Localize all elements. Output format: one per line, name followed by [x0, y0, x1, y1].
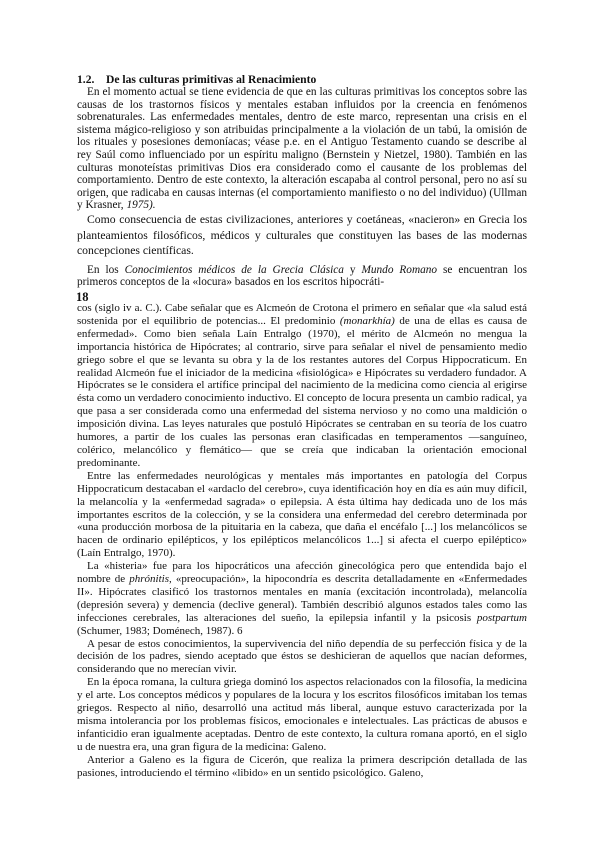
paragraph-primitive-cultures: En el momento actual se tiene evidencia de que en las culturas primitivas los conceptos sobre las causas de los trastornos físicos y mentales estaban influidos por la creencia en fenómenos sobrenaturales. Las enfermedades mentales, dentro de este marco, representan una crisis en el sistema mágico-religioso y son atribuidas principalmente a la violación de un tabú, la omisión de los rituales y posesiones demoníacas; véase p.e. en el Antiguo Testamento cuando se describe al rey Saúl como influenciado por un espíritu maligno (Bernstein y Nietzel, 1980). También en las culturas monoteístas primitivas Dios era considerado como el causante de los problemas del comportamiento. Dentro de este contexto, la alteración escapaba al control personal, pero no así su origen, que radicaba en causas internas (el comportamiento manifiesto o no del individuo) (Ullman y Krasner, 1975). — [77, 86, 527, 212]
paragraph-greece-rome: En los Conocimientos médicos de la Grecia Clásica y Mundo Romano se encuentran los primeros conceptos de la «locura» basados en los escritos hipocráti- — [77, 263, 527, 289]
section-heading — [77, 73, 537, 86]
paragraph-roman-era: En la época romana, la cultura griega dominó los aspectos relacionados con la filosofía, la medicina y el arte. Los conceptos médicos y populares de la locura y los escritos filosóficos imitaban los temas griegos. Respecto al niño, desarrolló una actitud más liberal, aunque estuvo caracterizada por la misma intolerancia por los problemas físicos, emocionales e intelectuales. Las prácticas de abusos e infanticidio eran igualmente aceptadas. Dentro de este contexto, la cultura romana aportó, en el siglo u de nuestra era, una gran figura de la medicina: Galeno. — [77, 676, 527, 753]
italic-title-greece: Conocimientos médicos de la Grecia Clásica — [124, 263, 344, 276]
paragraph-ciceron: Anterior a Galeno es la figura de Cicerón, que realiza la primera descripción detallada de las pasiones, introduciendo el término «libido» en un sentido psicológico. Galeno, — [77, 753, 527, 779]
italic-term-phronitis: phrónitis, — [129, 573, 172, 586]
paragraph-hysteria: La «histeria» fue para los hipocráticos una afección ginecológica pero que entendida bajo el nombre de phrónitis, «preocupación», la hipocondría es descrita detalladamente en «Enfermedades II». Hipócrates clasificó los trastornos mentales en manía (excitación incontrolada), melancolía (depresión severa) y demencia (declive general). También describió algunos estados tales como las infecciones cerebrales, las alteraciones del sueño, la epilepsia infantil y la psicosis postpartum (Schumer, 1983; Doménech, 1987). 6 — [77, 560, 527, 637]
upper-text-block — [77, 86, 527, 289]
italic-term-postpartum: postpartum — [476, 611, 527, 624]
paragraph-civilizations: Como consecuencia de estas civilizaciones, anteriores y coetáneas, «nacieron» en Grecia los planteamientos filosóficos, médicos y culturales que constituyen las bases de las modernas concepciones científicas. — [77, 212, 527, 258]
citation-year: 1975). — [126, 199, 156, 212]
italic-title-rome: Mundo Romano — [361, 263, 438, 276]
section-title: De las culturas primitivas al Renacimiento — [105, 73, 317, 86]
italic-term-monarkhia: (monarkhía) — [339, 314, 395, 327]
lower-text-block — [77, 302, 527, 780]
page-number: 18 — [76, 290, 89, 304]
paragraph-alcmeon: cos (siglo iv a. C.). Cabe señalar que es Alcmeón de Crotona el primero en señalar que «la salud está sostenida por el equilibrio de potencias... El predominio (monarkhía) de una de ellas es causa de enfermedad». Como bien señala Laín Entralgo (1970), el mérito de Alcmeón no mengua la importancia histórica de Hipócrates; al contrario, sirve para señalar el nivel de pensamiento medio griego sobre el que se levanta su obra y la de los restantes autores del Corpus Hippocraticum. En realidad Alcmeón fue el iniciador de la medicina «fisiológica» e Hipócrates su verdadero fundador. A Hipócrates se le considera el artífice principal del nacimiento de la medicina como ciencia al erigirse ésta como un verdadero conocimiento inductivo. El concepto de locura presenta un cambio radical, ya que pasa a ser considerada como una enfermedad del sistema nervioso y no como una maldición o imposición divina. Las leyes naturales que postuló Hipócrates se centraban en su teoría de los cuatro humores, a partir de los cuales las personas eran clasificadas en temperamentos —sanguíneo, colérico, melancólico y flemático— que se creía que indicaban la orientación emocional predominante. — [77, 302, 527, 469]
paragraph-child-survival: A pesar de estos conocimientos, la supervivencia del niño dependía de su perfección física y de la decisión de los padres, siendo aceptado que éstos se deshicieran de aquellos que nacían deformes, considerando que no merecían vivir. — [77, 637, 527, 676]
section-number: 1.2. — [77, 73, 95, 86]
paragraph-neurological-diseases: Entre las enfermedades neurológicas y mentales más importantes en patología del Corpus Hippocraticum destacaban el «ardaclo del cerebro», cuya identificación hoy en día es aún muy difícil, la melancolía y la «enfermedad sagrada» o epilepsia. A ésta última hay dedicada uno de los más importantes escritos de la colección, y se la considera una enfermedad del cerebro determinada por «una producción morbosa de la pituitaria en la cabeza, que daña el encéfalo [...] los melancólicos se hacen de ordinario epilépticos, y los epilépticos melancólicos 1...] si afecta el cuerpo epiléptico» (Laín Entralgo, 1970). — [77, 469, 527, 560]
